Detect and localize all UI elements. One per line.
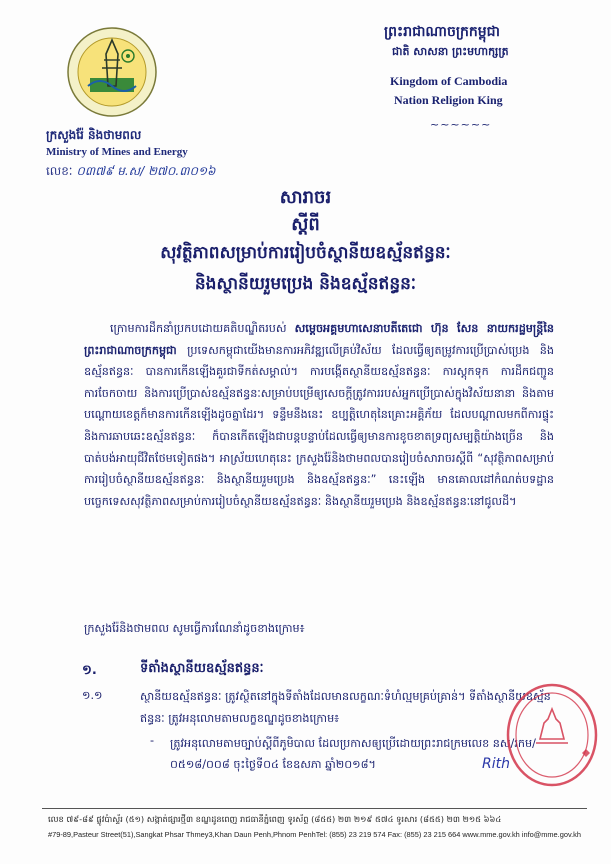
reference-label: លេខៈ (46, 164, 73, 178)
document-subject-line-2: និងស្ថានីយរួមប្រេង និងឧស្ម័នឥន្ធនៈ (194, 274, 417, 294)
kingdom-name-en: Kingdom of Cambodia (390, 74, 508, 88)
initials-signature: Rith (482, 756, 510, 772)
bullet-marker: - (150, 734, 155, 747)
intro-bold-name: សម្តេចអគ្គមហាសេនាបតីតេជោ ហ៊ុន សែន នាយករដ្ឋមន្ត្រីនៃព្រះរាជាណាចក្រកម្ពុជា (84, 322, 554, 357)
intro-paragraph (84, 318, 554, 512)
bullet-text: ត្រូវអនុលោមតាមច្បាប់ស្តីពីភូមិបាល ដែលប្រកាសឲ្យប្រើដោយព្រះរាជក្រមលេខ នស/រកម/០៥១៨/០០៨ ចុះថ្ងៃទី០៤ ខែឧសភា ឆ្នាំ២០១៨។ (170, 737, 536, 771)
instruction-lead: ក្រសួងរ៉ែនិងថាមពល សូមធ្វើការណែនាំដូចខាងក្រោម៖ (84, 622, 305, 635)
reference-value: ០៣៧៩ ម.ស/ ២៧០.៣០១៦ (76, 164, 216, 178)
ministry-logo (66, 26, 158, 118)
footer-address-en: #79-89,Pasteur Street(51),Sangkat Phsar Thmey3,Khan Daun Penh,Phnom PenhTel: (855) 23 219 574 Fax: (855) 23 215 664 www.mme.gov.kh info@mme.gov.kh (48, 830, 581, 839)
section-1-number: ១. (82, 663, 97, 678)
kingdom-name-kh: ព្រះរាជាណាចក្រកម្ពុជា (384, 24, 501, 40)
document-subject-label: ស្តីពី (291, 214, 320, 235)
reference-number (46, 163, 216, 181)
ministry-name-kh: ក្រសួងរ៉ែ និងថាមពល (46, 128, 142, 142)
footer-divider (42, 808, 587, 809)
document-subject-line-1: សុវត្ថិភាពសម្រាប់ការរៀបចំស្ថានីយឧស្ម័នឥន្ធនៈ (160, 243, 451, 263)
footer-address-kh: លេខ ៧៩-៨៩ ផ្លូវប៉ាស្ទ័រ (៥១) សង្កាត់ផ្សារថ្មី៣ ខណ្ឌដូនពេញ រាជធានីភ្នំពេញ ទូរស័ព្ទ (៨៥៥) ២៣ ២១៩ ៥៧៤ ទូរសារ (៨៥៥) ២៣ ២១៥ ៦៦៤ (48, 814, 502, 824)
national-motto-kh: ជាតិ សាសនា ព្រះមហាក្សត្រ (392, 45, 509, 58)
document-type-title: សារាចរ (279, 187, 332, 208)
ministry-name-en: Ministry of Mines and Energy (46, 146, 188, 158)
official-seal-stamp (500, 679, 600, 789)
subsection-1-1-text: ស្ថានីយឧស្ម័នឥន្ធនៈ ត្រូវស្ថិតនៅក្នុងទីតាំងដែលមានលក្ខណៈទំហំល្មមគ្រប់គ្រាន់។ ទីតាំងស្ថានីយឧស្ម័នឥន្ធនៈ ត្រូវអនុលោមតាមលក្ខខណ្ឌដូចខាងក្រោម៖ (140, 690, 551, 725)
intro-lead: ក្រោមការដឹកនាំប្រកបដោយគតិបណ្ឌិតរបស់ (110, 322, 287, 335)
section-1-title: ទីតាំងស្ថានីយឧស្ម័នឥន្ធនៈ (140, 661, 264, 676)
header-ornament: ~~~~~~ (430, 118, 492, 131)
subsection-1-1-number: ១.១ (82, 689, 103, 702)
national-motto-en: Nation Religion King (394, 93, 503, 107)
intro-body: ប្រទេសកម្ពុជាយើងមានការអភិវឌ្ឍលើគ្រប់វិស័យ ដែលធ្វើឲ្យតម្រូវការប្រើប្រាស់ប្រេង និងឧស្ម័នឥន្ធនៈ បានការកើនឡើងគួរជាទីកត់សម្គាល់។ ការបង្កើតស្ថានីយឧស្ម័នឥន្ធនៈ ការស្តុកទុក ការដឹកជញ្ជូន ការចែកចាយ និងការប្រើប្រាស់ឧស្ម័នឥន្ធនៈសម្រាប់បម្រើឲ្យសេចក្តីត្រូវការរបស់អ្នកប្រើប្រាស់ក្នុងវិស័យនានា និងតាមបណ្តោយខេត្តក៏មានការកើនឡើងដូចគ្នាដែរ។ ទន្ទឹមនឹងនេះ ឧប្បត្តិហេតុនៃគ្រោះអគ្គិភ័យ ដែលបណ្តាលមកពីការផ្ទុះ និងការឆាបឆេះឧស្ម័នឥន្ធនៈ ក៏បានកើតឡើងជាបន្តបន្ទាប់ដែលធ្វើឲ្យមានការខូចខាតទ្រព្យសម្បត្តិយ៉ាងច្រើន និងបាត់បង់អាយុជីវិតថែមទៀតផង។ អាស្រ័យហេតុនេះ ក្រសួងរ៉ែនិងថាមពលបានរៀបចំសារាចរស្តីពី “សុវត្ថិភាពសម្រាប់ការរៀបចំស្ថានីយឧស្ម័នឥន្ធនៈ និងស្ថានីយរួមប្រេង និងឧស្ម័នឥន្ធនៈ” នេះឡើង មានគោលដៅកំណត់បទដ្ឋានបច្ចេកទេសសុវត្ថិភាពសម្រាប់ការរៀបចំស្ថានីយឧស្ម័នឥន្ធនៈ និងស្ថានីយរួមប្រេង និងឧស្ម័នឥន្ធនៈនៅជូលដី។ (84, 343, 554, 508)
